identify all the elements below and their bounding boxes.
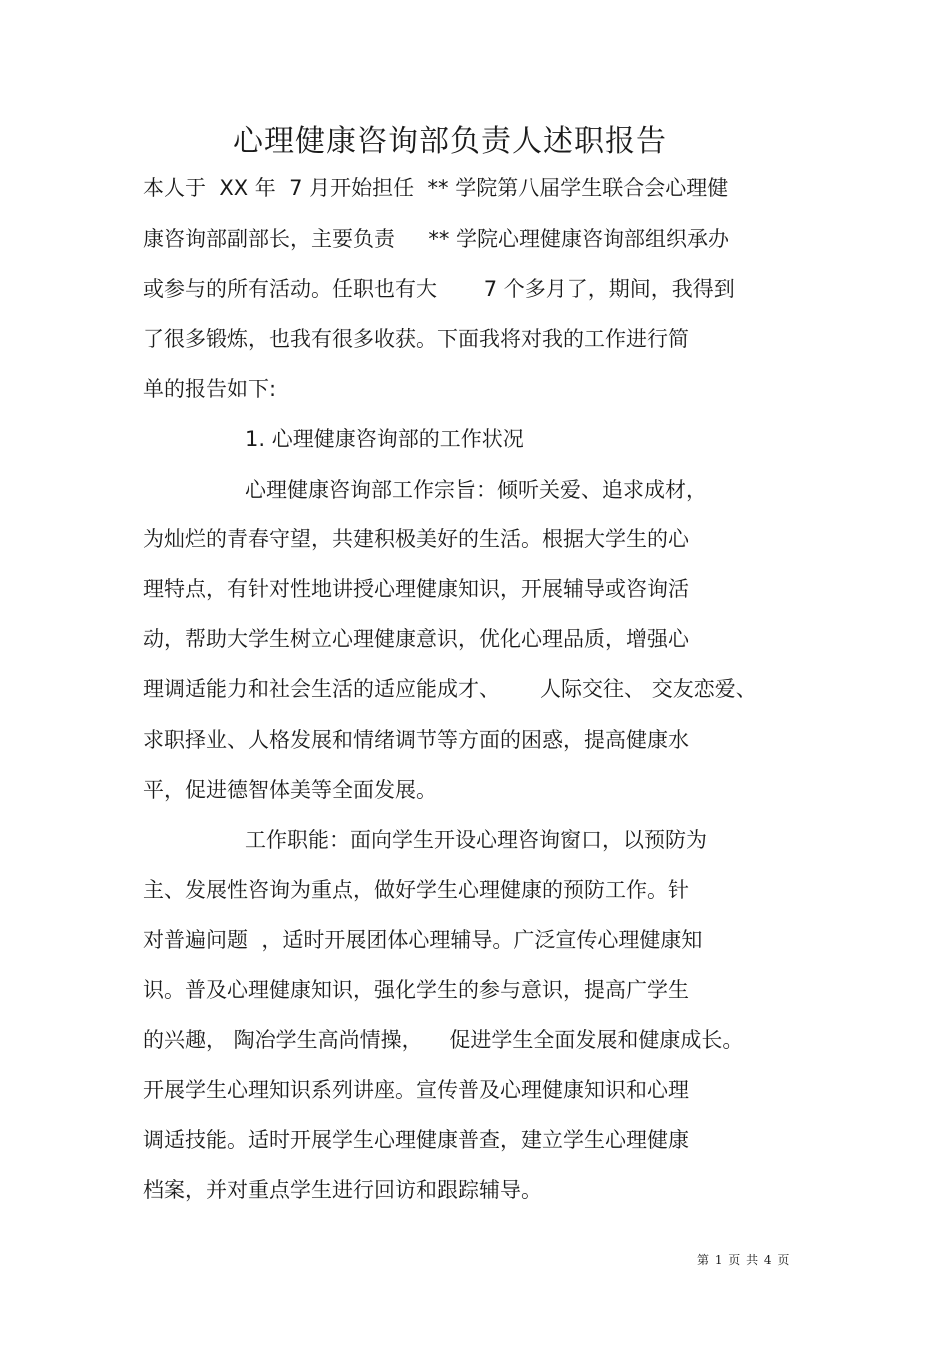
paragraph-line: 主、发展性咨询为重点，做好学生心理健康的预防工作。针 [143,878,689,902]
paragraph-line: 求职择业、人格发展和情绪调节等方面的困惑，提高健康水 [143,728,689,752]
paragraph-line: 开展学生心理知识系列讲座。宣传普及心理健康知识和心理 [143,1078,689,1102]
paragraph-line: 调适技能。适时开展学生心理健康普查，建立学生心理健康 [143,1128,689,1152]
paragraph-line: 康咨询部副部长，主要负责 ** 学院心理健康咨询部组织承办 [143,227,730,251]
paragraph-line: 工作职能：面向学生开设心理咨询窗口，以预防为 [245,828,707,852]
paragraph-line: 了很多锻炼，也我有很多收获。下面我将对我的工作进行简 [143,327,689,351]
section-heading: 1. 心理健康咨询部的工作状况 [245,427,524,451]
paragraph-line: 档案，并对重点学生进行回访和跟踪辅导。 [143,1178,542,1202]
paragraph-line: 为灿烂的青春守望，共建积极美好的生活。根据大学生的心 [143,527,689,551]
paragraph-line: 的兴趣， 陶冶学生高尚情操， 促进学生全面发展和健康成长。 [143,1028,744,1052]
document-title: 心理健康咨询部负责人述职报告 [233,124,667,159]
paragraph-line: 平，促进德智体美等全面发展。 [143,778,437,802]
paragraph-line: 或参与的所有活动。任职也有大 7 个多月了，期间，我得到 [143,277,735,301]
paragraph-line: 单的报告如下: [143,377,277,401]
paragraph-line: 本人于 XX 年 7 月开始担任 ** 学院第八届学生联合会心理健 [143,176,729,200]
page-number-footer: 第 1 页 共 4 页 [697,1253,791,1267]
paragraph-line: 对普遍问题 ，适时开展团体心理辅导。广泛宣传心理健康知 [143,928,703,952]
paragraph-line: 理特点，有针对性地讲授心理健康知识，开展辅导或咨询活 [143,577,689,601]
paragraph-line: 识。普及心理健康知识，强化学生的参与意识，提高广学生 [143,978,689,1002]
paragraph-line: 心理健康咨询部工作宗旨：倾听关爱、追求成材， [245,478,707,502]
paragraph-line: 动，帮助大学生树立心理健康意识，优化心理品质，增强心 [143,627,689,651]
paragraph-line: 理调适能力和社会生活的适应能成才、 人际交往、 交友恋爱、 [143,677,757,701]
